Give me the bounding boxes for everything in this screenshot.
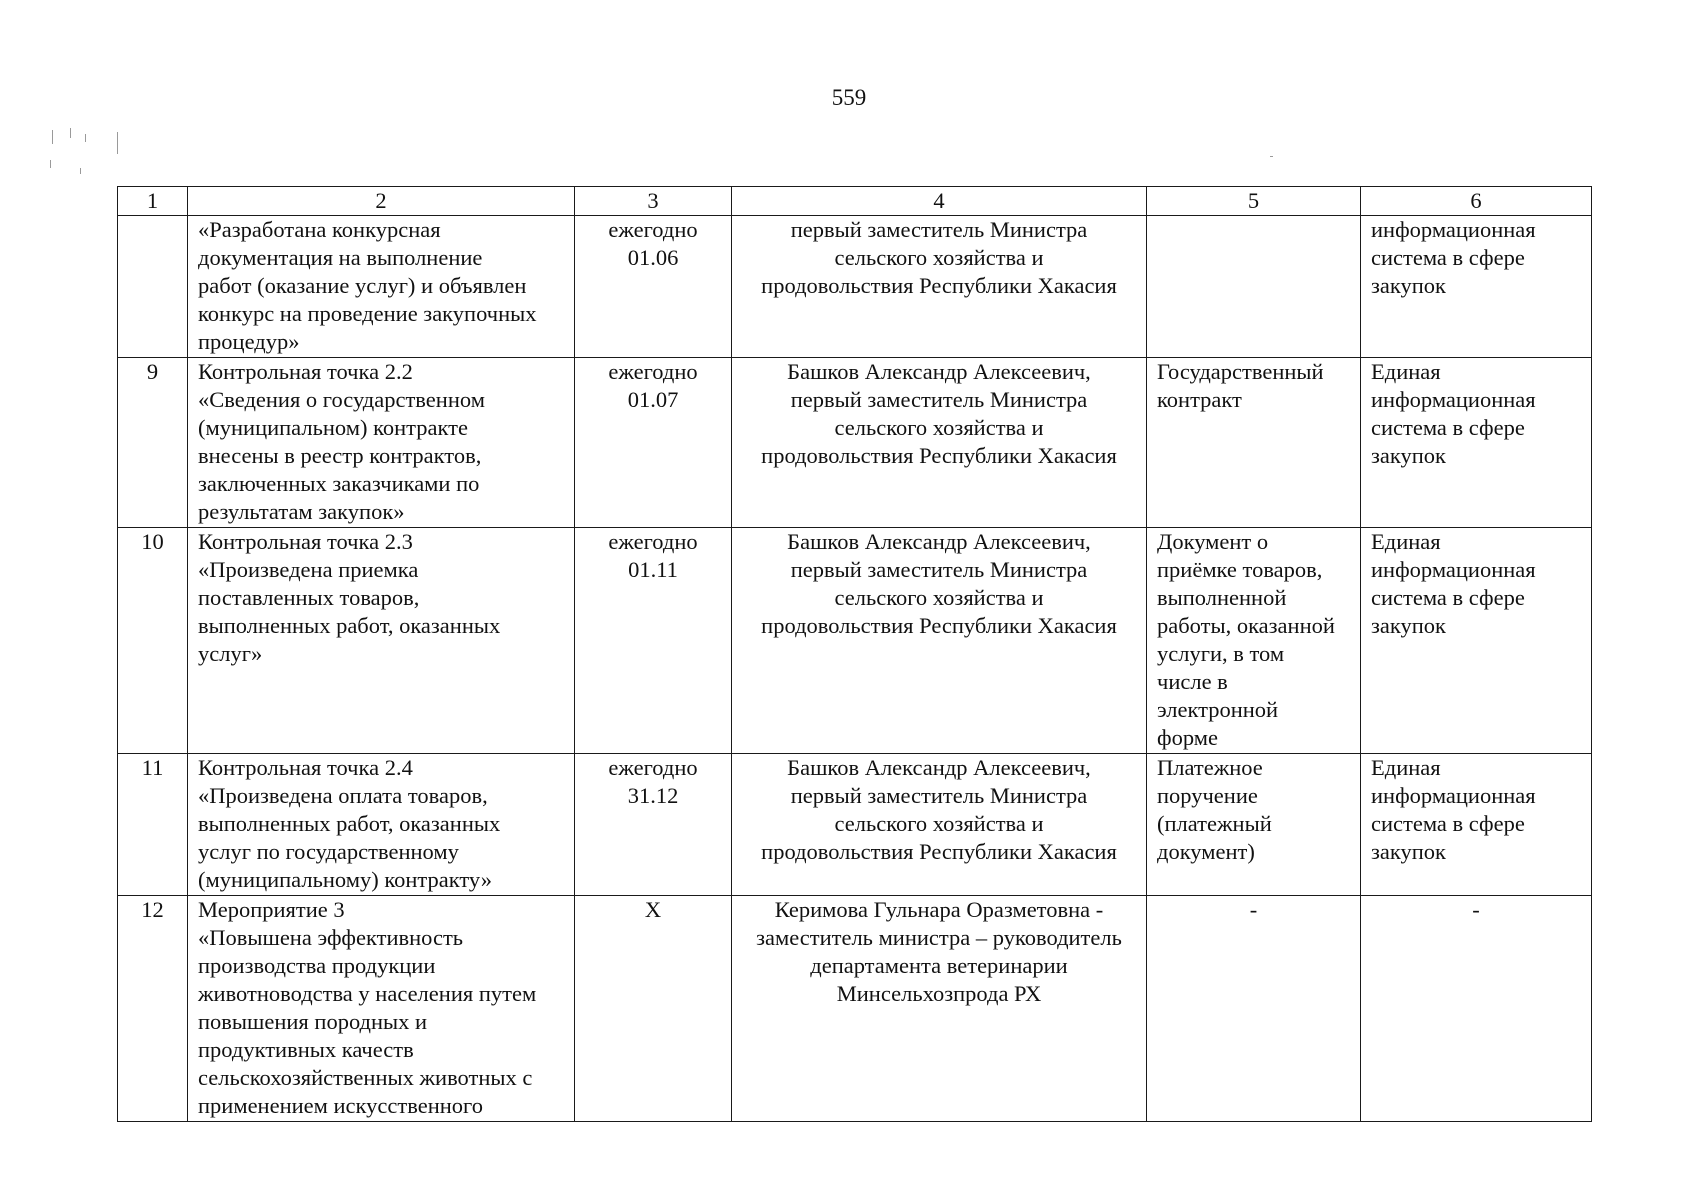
description-cell (188, 896, 575, 1122)
responsible-line: Башков Александр Алексеевич, (787, 359, 1091, 384)
responsible-line: департамента ветеринарии (810, 953, 1068, 978)
description-line: производства продукции (198, 953, 436, 978)
description-line: заключенных заказчиками по (198, 471, 480, 496)
column-number: 1 (118, 187, 188, 216)
system-line: - (1472, 897, 1480, 922)
table-row (118, 358, 1592, 528)
description-line: «Произведена оплата товаров, (198, 783, 488, 808)
description-line: конкурс на проведение закупочных (198, 301, 537, 326)
description-line: (муниципальному) контракту» (198, 867, 492, 892)
deadline-line: 01.07 (627, 387, 679, 412)
description-cell (188, 528, 575, 754)
description-line: процедур» (198, 329, 300, 354)
row-number: 11 (141, 755, 164, 780)
deadline-line: 01.06 (627, 245, 679, 270)
responsible-line: заместитель министра – руководитель (756, 925, 1122, 950)
document-line: контракт (1157, 387, 1242, 412)
row-number: 9 (146, 359, 159, 384)
deadline-cell (575, 216, 732, 358)
deadline-cell (575, 528, 732, 754)
responsible-line: продовольствия Республики Хакасия (761, 443, 1117, 468)
description-line: «Произведена приемка (198, 557, 419, 582)
description-line: повышения породных и (198, 1009, 428, 1034)
responsible-line: сельского хозяйства и (834, 415, 1044, 440)
row-number-cell (118, 216, 188, 358)
description-line: услуг» (198, 641, 263, 666)
system-line: закупок (1371, 613, 1446, 638)
system-line: система в сфере (1371, 811, 1525, 836)
responsible-cell (732, 358, 1147, 528)
description-line: выполненных работ, оказанных (198, 613, 501, 638)
document-line: числе в (1157, 669, 1228, 694)
system-line: закупок (1371, 443, 1446, 468)
responsible-line: первый заместитель Министра (790, 783, 1088, 808)
responsible-cell (732, 216, 1147, 358)
responsible-line: Керимова Гульнара Оразметовна - (774, 897, 1104, 922)
deadline-line: ежегодно (608, 359, 698, 384)
description-line: «Разработана конкурсная (198, 217, 441, 242)
responsible-line: продовольствия Республики Хакасия (761, 613, 1117, 638)
document-cell (1147, 754, 1361, 896)
row-number-cell (118, 754, 188, 896)
responsible-cell (732, 896, 1147, 1122)
responsible-line: продовольствия Республики Хакасия (761, 273, 1117, 298)
description-line: (муниципальном) контракте (198, 415, 468, 440)
column-number: 5 (1147, 187, 1361, 216)
description-line: продуктивных качеств (198, 1037, 414, 1062)
document-cell (1147, 216, 1361, 358)
description-line: документация на выполнение (198, 245, 483, 270)
row-number: 12 (141, 897, 164, 922)
description-line: применением искусственного (198, 1093, 483, 1118)
column-number: 3 (575, 187, 732, 216)
column-number: 4 (732, 187, 1147, 216)
responsible-cell (732, 528, 1147, 754)
document-line: форме (1157, 725, 1218, 750)
description-line: сельскохозяйственных животных с (198, 1065, 533, 1090)
responsible-line: первый заместитель Министра (790, 217, 1088, 242)
deadline-cell (575, 896, 732, 1122)
document-line: приёмке товаров, (1157, 557, 1323, 582)
document-line: - (1249, 897, 1258, 922)
row-number-cell (118, 896, 188, 1122)
responsible-line: Башков Александр Алексеевич, (787, 529, 1091, 554)
responsible-line: сельского хозяйства и (834, 811, 1044, 836)
description-line: результатам закупок» (198, 499, 405, 524)
document-line: поручение (1157, 783, 1258, 808)
description-line: Мероприятие 3 (198, 897, 345, 922)
document-line: электронной (1157, 697, 1279, 722)
deadline-line: ежегодно (608, 755, 698, 780)
information-system-cell (1361, 358, 1592, 528)
description-line: услуг по государственному (198, 839, 459, 864)
deadline-line: ежегодно (608, 529, 698, 554)
scan-artifact (1270, 156, 1273, 157)
document-line: документ) (1157, 839, 1255, 864)
deadline-cell (575, 754, 732, 896)
description-line: выполненных работ, оказанных (198, 811, 501, 836)
responsible-line: сельского хозяйства и (834, 585, 1044, 610)
information-system-cell (1361, 528, 1592, 754)
system-line: информационная (1371, 557, 1536, 582)
row-number-cell (118, 358, 188, 528)
description-line: внесены в реестр контрактов, (198, 443, 482, 468)
description-cell (188, 754, 575, 896)
description-line: поставленных товаров, (198, 585, 420, 610)
description-line: «Повышена эффективность (198, 925, 464, 950)
responsible-line: Башков Александр Алексеевич, (787, 755, 1091, 780)
column-number: 2 (188, 187, 575, 216)
information-system-cell (1361, 216, 1592, 358)
scan-artifact (50, 160, 51, 168)
document-line: Документ о (1157, 529, 1269, 554)
measures-table (117, 186, 1592, 1122)
deadline-cell (575, 358, 732, 528)
system-line: информационная (1371, 783, 1536, 808)
document-cell (1147, 358, 1361, 528)
column-number-row (118, 187, 1592, 216)
system-line: информационная (1371, 217, 1536, 242)
document-line: услуги, в том (1157, 641, 1285, 666)
deadline-line: ежегодно (608, 217, 698, 242)
document-cell (1147, 896, 1361, 1122)
description-line: животноводства у населения путем (198, 981, 537, 1006)
table-row (118, 754, 1592, 896)
document-line: работы, оказанной (1157, 613, 1335, 638)
document-cell (1147, 528, 1361, 754)
system-line: система в сфере (1371, 585, 1525, 610)
document-line: Государственный (1157, 359, 1324, 384)
system-line: закупок (1371, 839, 1446, 864)
scan-artifact (85, 134, 86, 142)
table-row (118, 896, 1592, 1122)
deadline-line: 31.12 (627, 783, 679, 808)
responsible-line: первый заместитель Министра (790, 387, 1088, 412)
table-row (118, 528, 1592, 754)
information-system-cell (1361, 896, 1592, 1122)
system-line: информационная (1371, 387, 1536, 412)
scan-artifact (80, 168, 81, 174)
table-row (118, 216, 1592, 358)
information-system-cell (1361, 754, 1592, 896)
responsible-line: Минсельхозпрода РХ (836, 981, 1042, 1006)
system-line: Единая (1371, 359, 1441, 384)
responsible-line: продовольствия Республики Хакасия (761, 839, 1117, 864)
system-line: Единая (1371, 755, 1441, 780)
responsible-cell (732, 754, 1147, 896)
responsible-line: сельского хозяйства и (834, 245, 1044, 270)
deadline-line: 01.11 (628, 557, 678, 582)
column-number: 6 (1361, 187, 1592, 216)
description-line: Контрольная точка 2.4 (198, 755, 413, 780)
description-cell (188, 358, 575, 528)
row-number: 10 (141, 529, 164, 554)
scan-artifact (117, 132, 118, 154)
scan-artifact (70, 128, 71, 138)
row-number-cell (118, 528, 188, 754)
system-line: система в сфере (1371, 245, 1525, 270)
description-line: Контрольная точка 2.2 (198, 359, 413, 384)
deadline-line: Х (644, 897, 662, 922)
description-line: Контрольная точка 2.3 (198, 529, 413, 554)
responsible-line: первый заместитель Министра (790, 557, 1088, 582)
description-line: работ (оказание услуг) и объявлен (198, 273, 527, 298)
system-line: закупок (1371, 273, 1446, 298)
description-line: «Сведения о государственном (198, 387, 485, 412)
document-line: (платежный (1157, 811, 1272, 836)
system-line: Единая (1371, 529, 1441, 554)
document-line: выполненной (1157, 585, 1287, 610)
system-line: система в сфере (1371, 415, 1525, 440)
page-number: 559 (831, 85, 867, 110)
scan-artifact (52, 130, 53, 144)
description-cell (188, 216, 575, 358)
document-line: Платежное (1157, 755, 1263, 780)
